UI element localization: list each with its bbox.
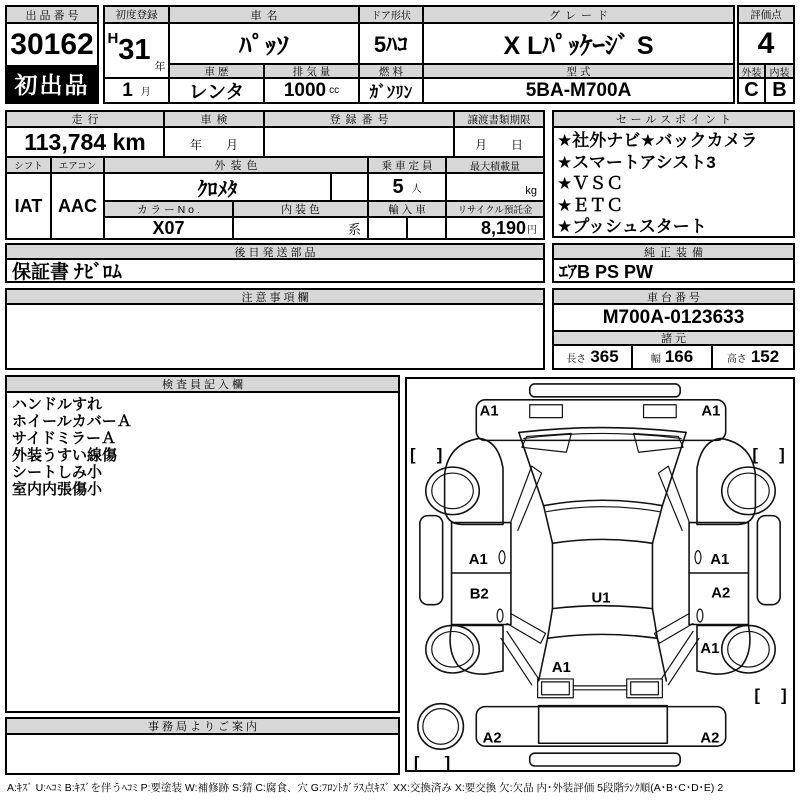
auction-number-label: 出品番号: [7, 7, 97, 24]
car-name: ﾊﾟｯｿ: [170, 24, 360, 65]
history-label: 車歴: [170, 65, 265, 79]
interior-color-label: 内装色: [234, 202, 369, 218]
displacement-value: 1000: [283, 79, 327, 101]
inspection-value: 年 月: [165, 128, 265, 158]
damage-mark-a2: A2: [711, 585, 731, 602]
width-value: 166: [664, 347, 694, 366]
legend-text: A:ｷｽﾞ U:ﾍｺﾐ B:ｷｽﾞを伴うﾍｺﾐ P:要塗装 W:補修跡 S:錆 C:腐食、穴 G:ﾌﾛﾝﾄｶﾞﾗｽ点ｷｽﾞ XX:交換済み X:要交換 欠:欠品 内･外装評価 5段階ﾗﾝｸ順(A･B･C･D･E) 2: [7, 782, 724, 794]
chassis-box: [552, 288, 795, 370]
inspector-line: サイドミラーＡ: [12, 430, 116, 447]
first-reg-label: 初度登録: [105, 7, 170, 24]
first-reg-year-unit: 年: [154, 61, 166, 73]
mileage-label: 走行: [7, 112, 165, 128]
aircon-value: AAC: [52, 174, 105, 238]
length-value: 365: [590, 347, 619, 366]
office-title: 事務局よりご案内: [7, 719, 398, 735]
svg-text:[: [: [409, 445, 416, 465]
svg-text:]: ]: [781, 685, 787, 705]
capacity-unit: 人: [411, 183, 422, 195]
model-value: 5BA-M700A: [525, 79, 632, 101]
shift-value: IAT: [7, 174, 52, 238]
registration-number-value: [265, 128, 455, 158]
equipment-box: [552, 243, 795, 283]
damage-mark-a1: A1: [479, 403, 499, 420]
spec-title: 諸元: [554, 330, 793, 346]
model-label: 型式: [424, 65, 733, 79]
spec-height-cell: [713, 346, 793, 368]
score-block: [737, 5, 795, 104]
vehicle-header-table: [103, 5, 735, 104]
vehicle-detail-table: [5, 110, 545, 240]
car-damage-diagram: [407, 379, 793, 770]
sales-point-item: ★社外ナビ★バックカメラ: [557, 131, 758, 150]
damage-mark-b2: B2: [469, 586, 489, 603]
shift-label: シフト: [7, 158, 52, 174]
damage-mark-a1: A1: [710, 552, 730, 569]
damage-mark-a1: A1: [468, 552, 488, 569]
inspector-line: シートしみ小: [12, 464, 103, 481]
recycle-deposit-cell: [447, 218, 543, 238]
inspector-title: 検査員記入欄: [7, 377, 398, 393]
exterior-color-label: 外装色: [105, 158, 369, 174]
sales-points-box: [552, 110, 795, 238]
recycle-deposit-value: 8,190: [480, 218, 526, 238]
inspector-line: 外装うすい線傷: [12, 447, 118, 464]
spec-length-cell: [554, 346, 633, 368]
color-no-label: カラーNo.: [105, 202, 234, 218]
interior-color-value: 系: [234, 218, 369, 238]
width-label: 幅: [650, 353, 661, 365]
office-box: [5, 717, 400, 775]
score-label: 評価点: [739, 7, 793, 24]
sales-point-item: ★ＶＳＣ: [557, 174, 624, 193]
door-shape-label: ドア形状: [360, 7, 424, 24]
equipment-title: 純正装備: [554, 245, 793, 260]
notes-box: [5, 288, 545, 370]
displacement-cell: [265, 79, 360, 102]
later-parts-title: 後日発送部品: [7, 245, 543, 260]
svg-text:[: [: [752, 445, 759, 465]
interior-grade-label: 内装: [766, 65, 793, 79]
aircon-label: エアコン: [52, 158, 105, 174]
car-name-label: 車名: [170, 7, 360, 24]
sales-point-item: ★ＥＴＣ: [557, 195, 624, 215]
fuel-value: ｶﾞｿﾘﾝ: [360, 79, 424, 102]
height-label: 高さ: [726, 353, 747, 365]
capacity-value: 5: [392, 175, 404, 198]
chassis-title: 車台番号: [554, 290, 793, 305]
color-no-value: X07: [105, 218, 234, 238]
fuel-label: 燃料: [360, 65, 424, 79]
sales-point-item: ★スマートアシスト3: [557, 152, 716, 172]
inspector-line: ホイールカバーＡ: [12, 413, 132, 430]
damage-diagram-box: [405, 377, 795, 772]
auction-number-block: [5, 5, 99, 104]
first-reg-month-unit: 月: [140, 87, 151, 98]
damage-mark-a1: A1: [701, 403, 721, 420]
svg-text:]: ]: [444, 752, 451, 770]
equipment-value: ｴｱB PS PW: [559, 261, 654, 281]
import-label: 輸入車: [369, 202, 447, 218]
length-label: 長さ: [566, 353, 587, 365]
damage-mark-u1: U1: [591, 590, 611, 607]
office-content: [7, 735, 398, 773]
recycle-deposit-label: リサイクル預託金: [447, 202, 543, 218]
inspector-box: [5, 375, 400, 713]
notes-content: [7, 305, 543, 368]
inspector-line: ハンドルすれ: [12, 396, 103, 413]
first-reg-year: 31: [118, 34, 151, 66]
max-load-value: kg: [447, 174, 543, 202]
import-cell-1: [369, 218, 408, 238]
auction-number: 30162: [10, 27, 94, 61]
inspector-line: 室内内張傷小: [12, 481, 103, 498]
exterior-grade: C: [739, 79, 766, 102]
mileage-value: 113,784 km: [7, 128, 165, 158]
first-reg-year-cell: [105, 24, 170, 79]
interior-grade: B: [772, 79, 787, 101]
exterior-grade-label: 外装: [739, 65, 766, 79]
grade-value: X Lﾊﾟｯｹｰｼﾞ S: [424, 24, 733, 65]
exterior-color-value: ｸﾛﾒﾀ: [105, 174, 332, 202]
sales-points-list: [554, 130, 793, 238]
height-value: 152: [750, 347, 780, 366]
transfer-deadline-value: 月 日: [455, 128, 543, 158]
svg-text:[: [: [754, 685, 761, 705]
displacement-label: 排気量: [265, 65, 360, 79]
transfer-deadline-label: 譲渡書類期限: [455, 112, 543, 128]
damage-mark-a2: A2: [700, 730, 720, 747]
later-parts-value: 保証書 ﾅﾋﾞﾛﾑ: [12, 262, 122, 281]
sales-points-title: セールスポイント: [554, 112, 793, 128]
first-reg-era: H: [107, 30, 119, 47]
door-shape: 5ﾊｺ: [360, 24, 424, 65]
capacity-label: 乗車定員: [369, 158, 447, 174]
first-reg-month-cell: [105, 79, 170, 102]
sales-point-item: ★プッシュスタート: [557, 217, 707, 236]
damage-mark-a1: A1: [551, 659, 571, 676]
svg-text:]: ]: [436, 445, 443, 465]
first-listing-badge: 初出品: [7, 65, 97, 102]
later-parts-box: [5, 243, 545, 283]
score-value: 4: [739, 24, 793, 65]
max-load-label: 最大積載量: [447, 158, 543, 174]
svg-text:[: [: [413, 752, 420, 770]
exterior-color-extra-cell: [332, 174, 369, 202]
history-value: レンタ: [170, 79, 265, 102]
capacity-cell: [369, 174, 447, 202]
import-cell-2: [408, 218, 447, 238]
damage-mark-a1: A1: [700, 641, 720, 658]
damage-mark-a2: A2: [482, 730, 502, 747]
chassis-number: M700A-0123633: [602, 306, 745, 328]
first-reg-month: 1: [122, 79, 133, 101]
notes-title: 注意事項欄: [7, 290, 543, 305]
inspector-list: [7, 396, 398, 498]
svg-text:]: ]: [779, 445, 785, 465]
displacement-unit: cc: [329, 85, 340, 96]
spec-width-cell: [633, 346, 713, 368]
inspection-label: 車検: [165, 112, 265, 128]
recycle-deposit-unit: 円: [527, 224, 537, 236]
grade-label: グレード: [424, 7, 733, 24]
registration-number-label: 登録番号: [265, 112, 455, 128]
